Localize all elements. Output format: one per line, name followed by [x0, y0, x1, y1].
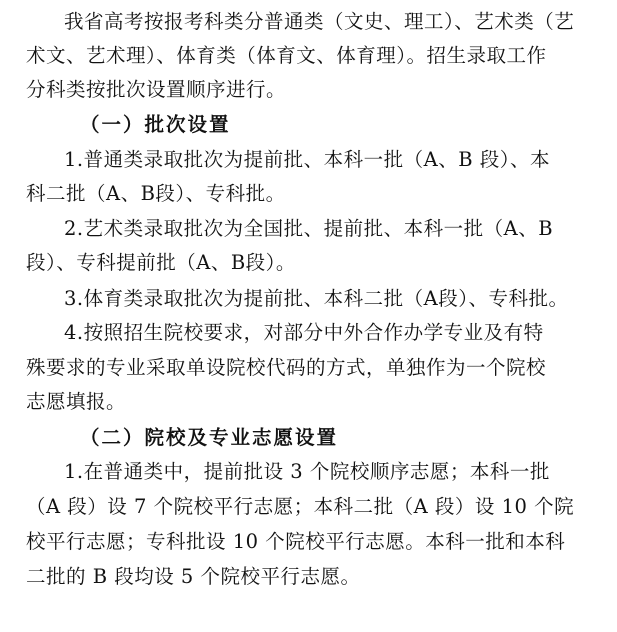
item-1-line-1: 1.普通类录取批次为提前批、本科一批（A、B 段）、本 — [64, 148, 550, 171]
item-4-line-2: 殊要求的专业采取单设院校代码的方式，单独作为一个院校 — [26, 356, 547, 379]
item-2-line-1: 2.艺术类录取批次为全国批、提前批、本科一批（A、B — [64, 217, 554, 240]
paragraph-intro-line-1: 我省高考按报考科类分普通类（文史、理工）、艺术类（艺 — [64, 10, 575, 33]
item-3-line-1: 3.体育类录取批次为提前批、本科二批（A段）、专科批。 — [64, 287, 569, 310]
section-heading-batch-setup: （一）批次设置 — [80, 113, 231, 136]
section2-item-1-line-1: 1.在普通类中，提前批设 3 个院校顺序志愿；本科一批 — [64, 460, 550, 483]
item-4-line-1: 4.按照招生院校要求，对部分中外合作办学专业及有特 — [64, 321, 544, 344]
paragraph-intro-line-2: 术文、艺术理）、体育类（体育文、体育理）。招生录取工作 — [26, 44, 547, 67]
paragraph-intro-line-3: 分科类按批次设置顺序进行。 — [26, 78, 287, 101]
section2-item-1-line-2: （A 段）设 7 个院校平行志愿；本科二批（A 段）设 10 个院 — [26, 495, 575, 518]
item-4-line-3: 志愿填报。 — [26, 390, 127, 413]
item-1-line-2: 科二批（A、B段）、专科批。 — [26, 182, 286, 205]
section2-item-1-line-4: 二批的 B 段均设 5 个院校平行志愿。 — [26, 565, 361, 588]
section2-item-1-line-3: 校平行志愿；专科批设 10 个院校平行志愿。本科一批和本科 — [26, 530, 566, 553]
section-heading-volunteer-setup: （二）院校及专业志愿设置 — [80, 426, 339, 449]
item-2-line-2: 段）、专科提前批（A、B段）。 — [26, 251, 296, 274]
